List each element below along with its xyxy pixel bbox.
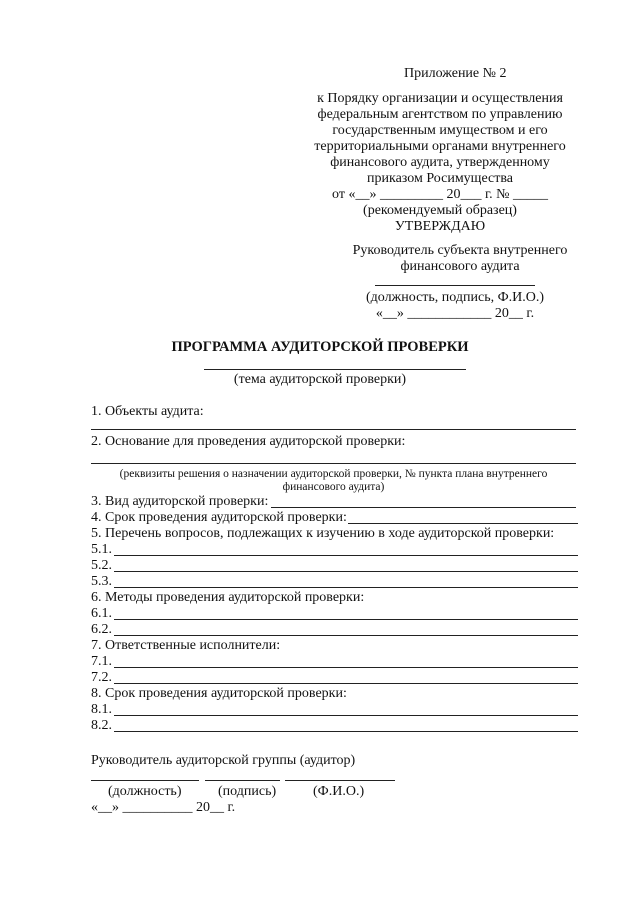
- position-line: [91, 780, 199, 781]
- approve-label: УТВЕРЖДАЮ: [394, 219, 486, 234]
- fill-line: [114, 667, 578, 668]
- list-item-number: 5.3.: [91, 574, 112, 589]
- fio-line: [285, 780, 395, 781]
- basis-caption: финансового аудита): [282, 481, 385, 493]
- fill-line: [114, 619, 578, 620]
- order-line: территориальными органами внутреннего: [314, 139, 566, 154]
- section-audit-type: 3. Вид аудиторской проверки:: [91, 494, 269, 509]
- order-line: федеральным агентством по управлению: [317, 107, 563, 122]
- group-head-label: Руководитель аудиторской группы (аудитор): [91, 753, 356, 768]
- section-basis: 2. Основание для проведения аудиторской проверки:: [91, 434, 406, 449]
- order-line: государственным имуществом и его: [332, 123, 548, 138]
- fill-line: [348, 523, 578, 524]
- fill-line: [114, 587, 578, 588]
- section-term-repeat: 8. Срок проведения аудиторской проверки:: [91, 686, 347, 701]
- approval-date-line: «__» ____________ 20__ г.: [375, 306, 535, 321]
- list-item-number: 8.2.: [91, 718, 112, 733]
- topic-line: [204, 369, 466, 370]
- list-item-number: 8.1.: [91, 702, 112, 717]
- fill-line: [114, 731, 578, 732]
- signature-caption: (подпись): [218, 784, 277, 799]
- head-title-line: Руководитель субъекта внутреннего: [352, 243, 568, 258]
- list-item-number: 5.1.: [91, 542, 112, 557]
- sample-note: (рекомендуемый образец): [363, 203, 517, 218]
- fill-line: [91, 463, 576, 464]
- fill-line: [114, 555, 578, 556]
- order-date-line: от «__» _________ 20___ г. № _____: [332, 187, 548, 202]
- list-item-number: 7.1.: [91, 654, 112, 669]
- signature-line: [205, 780, 280, 781]
- fill-line: [91, 429, 576, 430]
- order-line: приказом Росимущества: [367, 171, 513, 186]
- list-item-number: 6.1.: [91, 606, 112, 621]
- fill-line: [114, 635, 578, 636]
- list-item-number: 6.2.: [91, 622, 112, 637]
- appendix-number: Приложение № 2: [404, 66, 507, 81]
- list-item-number: 7.2.: [91, 670, 112, 685]
- topic-caption: (тема аудиторской проверки): [233, 372, 407, 387]
- fill-line: [271, 507, 576, 508]
- fill-line: [114, 715, 578, 716]
- head-title-line: финансового аудита: [400, 259, 520, 274]
- position-caption: (должность): [108, 784, 182, 799]
- section-audit-term: 4. Срок проведения аудиторской проверки:: [91, 510, 347, 525]
- order-line: к Порядку организации и осуществления: [317, 91, 563, 106]
- section-executors: 7. Ответственные исполнители:: [91, 638, 281, 653]
- basis-caption: (реквизиты решения о назначении аудиторской проверки, № пункта плана внутреннего: [119, 468, 548, 480]
- order-line: финансового аудита, утвержденному: [330, 155, 550, 170]
- section-methods: 6. Методы проведения аудиторской проверки:: [91, 590, 365, 605]
- fill-line: [114, 683, 578, 684]
- list-item-number: 5.2.: [91, 558, 112, 573]
- fio-caption: (Ф.И.О.): [313, 784, 365, 799]
- footer-date-line: «__» __________ 20__ г.: [91, 800, 236, 815]
- section-questions: 5. Перечень вопросов, подлежащих к изучению в ходе аудиторской проверки:: [91, 526, 555, 541]
- section-audit-objects: 1. Объекты аудита:: [91, 404, 204, 419]
- approval-signature-line: [375, 285, 535, 286]
- fill-line: [114, 571, 578, 572]
- signature-caption: (должность, подпись, Ф.И.О.): [365, 290, 545, 305]
- page-title: ПРОГРАММА АУДИТОРСКОЙ ПРОВЕРКИ: [171, 339, 469, 355]
